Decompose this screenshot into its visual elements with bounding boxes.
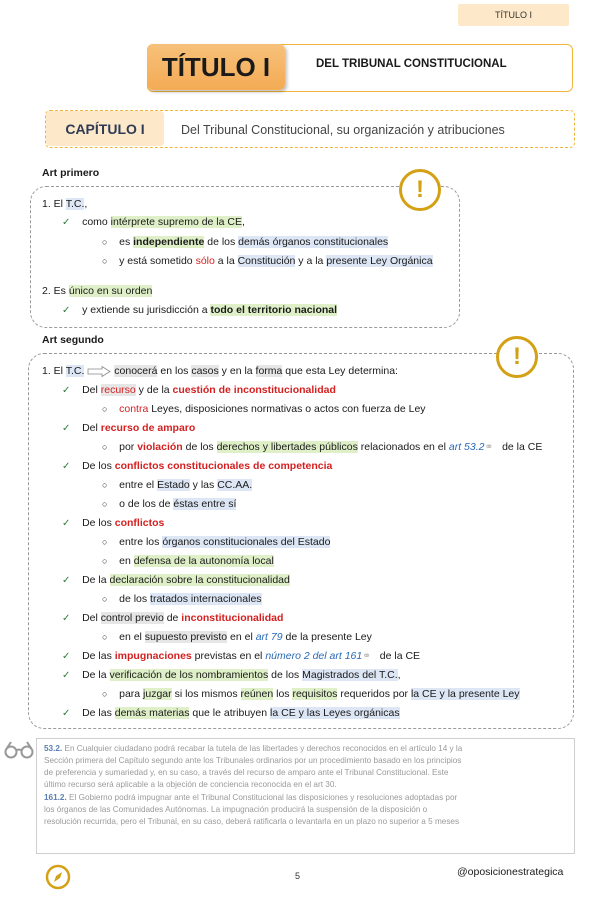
- note-line: 53.2. En Cualquier ciudadano podrá recabar la tutela de las libertades y derechos reconocidos en el artículo 14 y la: [44, 744, 463, 753]
- circle-bullet-icon: ○: [102, 256, 108, 266]
- circle-bullet-icon: ○: [102, 480, 108, 490]
- circle-bullet-icon: ○: [102, 442, 108, 452]
- art1-line: ○ y está sometido sólo a la Constitución y a la presente Ley Orgánica: [102, 255, 433, 267]
- glasses-icon: ⚭: [362, 650, 372, 662]
- art2-line: ✓ De las impugnaciones previstas en el número 2 del art 161⚭ de la CE: [62, 650, 421, 662]
- art2-line: ✓ Del recurso de amparo: [62, 422, 196, 434]
- circle-bullet-icon: ○: [102, 556, 108, 566]
- circle-bullet-icon: ○: [102, 237, 108, 247]
- art1-line: ✓ como intérprete supremo de la CE,: [62, 216, 245, 228]
- chapter-sub: Del Tribunal Constitucional, su organización y atribuciones: [181, 123, 505, 137]
- art2-line: ✓ Del recurso y de la cuestión de inconstitucionalidad: [62, 384, 336, 396]
- footer-handle: @oposicionestrategica: [457, 866, 564, 878]
- glasses-icon: [4, 740, 34, 760]
- compass-icon: [45, 864, 71, 890]
- art2-line: ✓ De las demás materias que le atribuyen la CE y las Leyes orgánicas: [62, 707, 400, 719]
- title-main: TÍTULO I: [147, 44, 285, 90]
- page-number: 5: [295, 871, 301, 881]
- check-icon: ✓: [62, 217, 71, 228]
- circle-bullet-icon: ○: [102, 404, 108, 414]
- art2-line: ○ o de los de éstas entre sí: [102, 498, 237, 510]
- art2-line: ✓ De la declaración sobre la constitucionalidad: [62, 574, 290, 586]
- art2-line: ○ entre los órganos constitucionales del Estado: [102, 536, 331, 548]
- check-icon: ✓: [62, 613, 71, 624]
- art1-line: 2. Es único en su orden: [42, 285, 153, 297]
- art1-line: ○ es independiente de los demás órganos constitucionales: [102, 236, 389, 248]
- check-icon: ✓: [62, 518, 71, 529]
- check-icon: ✓: [62, 651, 71, 662]
- note-line: de preferencia y sumariedad y, en su caso, a través del recurso de amparo ante el Tribunal Constitucional. Este: [44, 768, 449, 777]
- art2-line: ○ de los tratados internacionales: [102, 593, 262, 605]
- art2-line: ✓ De los conflictos: [62, 517, 165, 529]
- arrow-right-icon: [87, 366, 111, 377]
- circle-bullet-icon: ○: [102, 499, 108, 509]
- art1-line: ✓ y extiende su jurisdicción a todo el territorio nacional: [62, 304, 338, 316]
- title-sub: DEL TRIBUNAL CONSTITUCIONAL: [316, 58, 507, 70]
- art2-line: ✓ De la verificación de los nombramientos de los Magistrados del T.C.,: [62, 669, 401, 681]
- art2-line: ○ para juzgar si los mismos reúnen los requisitos requeridos por la CE y la presente Ley: [102, 688, 520, 700]
- circle-bullet-icon: ○: [102, 537, 108, 547]
- warning-icon: !: [399, 169, 441, 211]
- art2-line: ○ en el supuesto previsto en el art 79 de la presente Ley: [102, 631, 372, 643]
- note-line: último recurso será aplicable a la objeción de conciencia reconocida en el art 30.: [44, 780, 337, 789]
- check-icon: ✓: [62, 385, 71, 396]
- check-icon: ✓: [62, 461, 71, 472]
- check-icon: ✓: [62, 708, 71, 719]
- art2-line: ✓ Del control previo de inconstitucionalidad: [62, 612, 284, 624]
- art1-line: 1. El T.C.,: [42, 198, 88, 210]
- art2-line: ○ contra Leyes, disposiciones normativas o actos con fuerza de Ley: [102, 403, 426, 415]
- check-icon: ✓: [62, 305, 71, 316]
- section-tag: TÍTULO I: [458, 4, 569, 26]
- check-icon: ✓: [62, 670, 71, 681]
- warning-icon: !: [496, 336, 538, 378]
- art2-line: ○ entre el Estado y las CC.AA.: [102, 479, 253, 491]
- note-line: resolución recurrida, pero el Tribunal, en su caso, deberá ratificarla o levantarla en un plazo no superior a 5 meses: [44, 817, 460, 826]
- art2-line: ○ por violación de los derechos y libertades públicos relacionados en el art 53.2⚭ de la CE: [102, 441, 543, 453]
- chapter-main: CAPÍTULO I: [46, 111, 164, 146]
- check-icon: ✓: [62, 575, 71, 586]
- circle-bullet-icon: ○: [102, 632, 108, 642]
- art2-line: ○ en defensa de la autonomía local: [102, 555, 274, 567]
- art2-line: 1. El T.C. conocerá en los casos y en la forma que esta Ley determina:: [42, 365, 398, 377]
- art2-line: ✓ De los conflictos constitucionales de competencia: [62, 460, 333, 472]
- circle-bullet-icon: ○: [102, 594, 108, 604]
- art2-title: Art segundo: [42, 334, 104, 346]
- glasses-icon: ⚭: [484, 441, 494, 453]
- note-line: 161.2. El Gobierno podrá impugnar ante el Tribunal Constitucional las disposiciones y resoluciones adoptadas por: [44, 793, 458, 802]
- art1-title: Art primero: [42, 167, 100, 179]
- note-line: los órganos de las Comunidades Autónomas. La impugnación producirá la suspensión de la disposición o: [44, 805, 428, 814]
- check-icon: ✓: [62, 423, 71, 434]
- circle-bullet-icon: ○: [102, 689, 108, 699]
- note-line: Sección primera del Capítulo segundo ante los Tribunales ordinarios por un procedimiento basado en los principios: [44, 756, 462, 765]
